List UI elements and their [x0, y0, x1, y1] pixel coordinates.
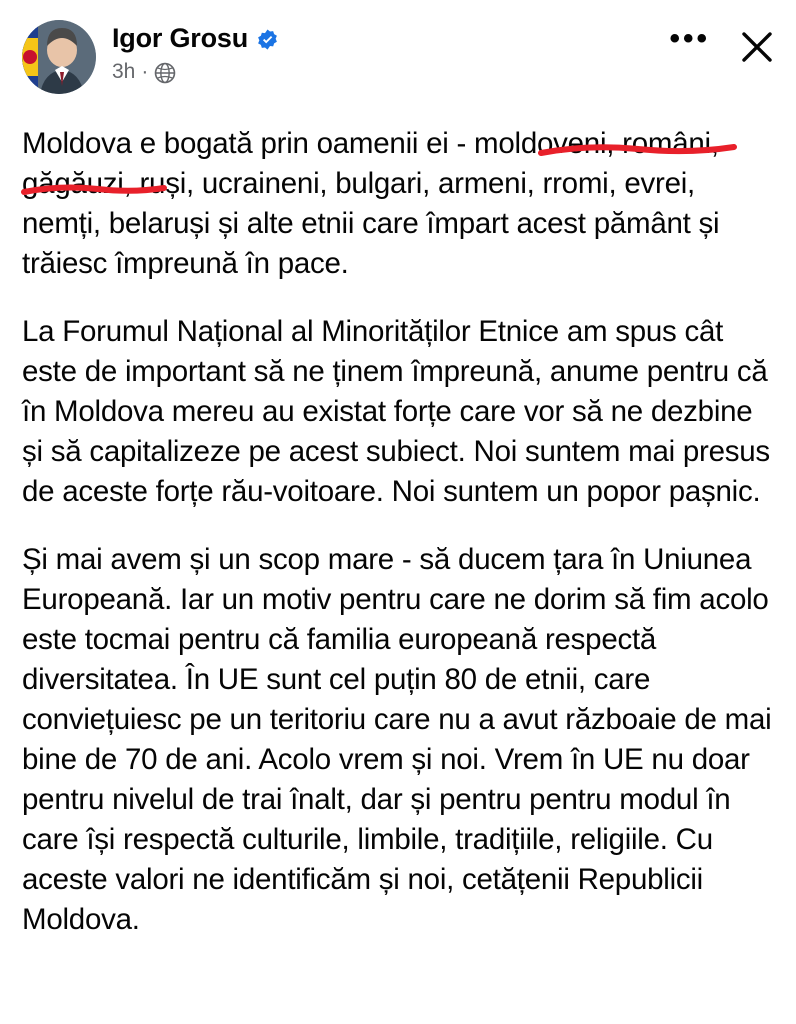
- verified-badge-icon: [256, 28, 279, 51]
- globe-public-icon[interactable]: [154, 62, 176, 84]
- more-options-icon[interactable]: •••: [669, 22, 710, 55]
- meta-separator: ·: [141, 60, 149, 83]
- post-paragraph: Moldova e bogată prin oamenii ei - moldoveni, români, găgăuzi, ruși, ucraineni, bulgari, armeni, rromi, evrei, nemți, belaruși și alte etnii care împart acest pământ și trăiesc împreună în pace.: [22, 127, 728, 280]
- post-author-block: [112, 18, 669, 84]
- post-paragraph: La Forumul Național al Minorităților Etnice am spus cât este de important să ne ținem împreună, anume pentru că în Moldova mereu au existat forțe care vor să ne dezbine și să capitalizeze pe acest subiect. Noi suntem mai presus de aceste forțe rău-voitoare. Noi suntem un popor pașnic.: [22, 315, 778, 508]
- post-body: [22, 124, 780, 940]
- author-row: [112, 22, 669, 54]
- avatar[interactable]: [22, 20, 96, 94]
- close-x-icon[interactable]: [740, 30, 774, 64]
- author-name[interactable]: Igor Grosu: [112, 23, 249, 53]
- post-meta: [112, 60, 669, 84]
- post-header: [22, 18, 774, 110]
- post-timestamp[interactable]: 3h: [112, 60, 136, 83]
- post-header-actions: [669, 18, 774, 64]
- post-paragraph: Și mai avem și un scop mare - să ducem țara în Uniunea Europeană. Iar un motiv pentru care ne dorim să fim acolo este tocmai pentru că familia europeană respectă diversitatea. În UE sunt cel puțin 80 de etnii, care conviețuiesc pe un teritoriu care nu a avut războaie de mai bine de 70 de ani. Acolo vrem și noi. Vrem în UE nu doar pentru nivelul de trai înalt, dar și pentru pentru modul în care își respectă culturile, limbile, tradițiile, religiile. Cu aceste valori ne identificăm și noi, cetățenii Republicii Moldova.: [22, 543, 780, 936]
